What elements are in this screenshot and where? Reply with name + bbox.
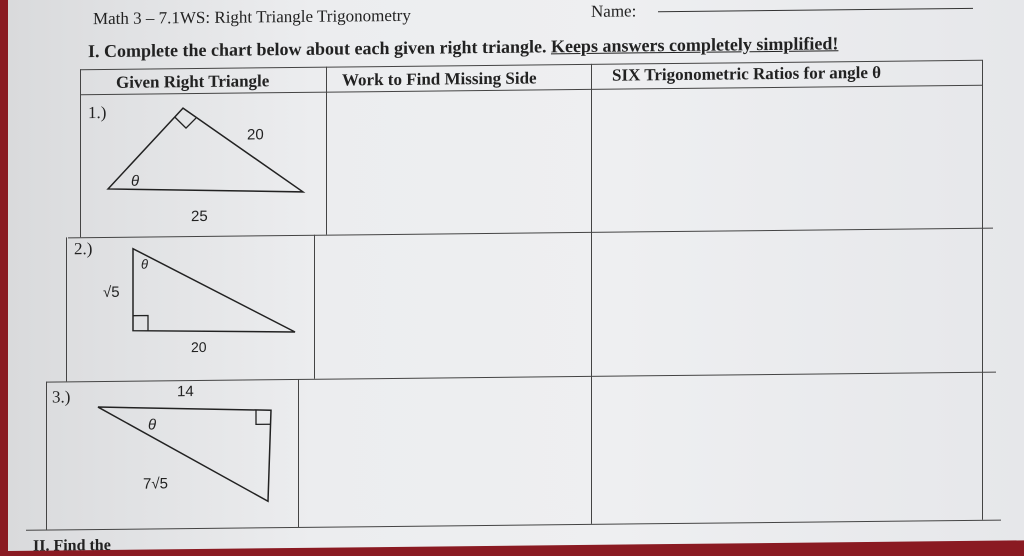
left-border-r3: [46, 382, 47, 530]
triangle-3-shape: [98, 405, 271, 503]
triangle-2-right-angle-mark: [133, 316, 148, 331]
triangle-2-shape: [133, 247, 295, 334]
triangle-1-right-angle-mark: [175, 117, 196, 128]
name-label: Name:: [591, 1, 637, 21]
triangle-1-label-b: 25: [191, 207, 208, 226]
row1-border: [68, 228, 993, 239]
triangle-3-angle-label: θ: [148, 416, 157, 434]
problem-1-number: 1.): [88, 102, 107, 123]
col-divider-1c: [298, 379, 299, 527]
problem-3-number: 3.): [52, 387, 71, 407]
triangle-3-label-a: 14: [177, 383, 194, 401]
column-header-work: Work to Find Missing Side: [342, 68, 537, 90]
worksheet-title: Math 3 – 7.1WS: Right Triangle Trigonometry: [93, 5, 411, 29]
triangle-2-label-b: 20: [191, 338, 207, 356]
name-blank[interactable]: [658, 8, 973, 12]
triangle-2-angle-label: θ: [141, 256, 149, 272]
triangle-3-right-angle-mark: [256, 410, 271, 424]
column-header-ratios: SIX Trigonometric Ratios for angle θ: [612, 62, 882, 85]
instructions-part: I. Complete the chart below about each given right triangle.: [88, 36, 547, 62]
triangle-1-figure: [103, 107, 313, 229]
left-border-r2: [66, 237, 67, 381]
triangle-1-angle-label: θ: [131, 172, 140, 190]
col-divider-1a: [326, 67, 327, 235]
next-section-heading: II. Find the: [33, 536, 111, 555]
right-border: [982, 60, 983, 520]
triangle-2-label-a: √5: [103, 283, 120, 302]
triangle-2-figure: [103, 247, 313, 359]
instructions-emphasis: Keeps answers completely simplified!: [550, 33, 839, 57]
triangle-3-figure: [93, 381, 293, 513]
row2-border: [46, 372, 996, 383]
triangle-1-label-a: 20: [247, 126, 264, 144]
triangle-3-label-b: 7√5: [143, 475, 168, 493]
col-divider-2: [591, 64, 592, 524]
instructions: [88, 33, 838, 62]
col-divider-1b: [314, 235, 315, 379]
left-border-r1: [80, 69, 81, 237]
row3-border: [26, 520, 1001, 531]
column-header-triangle: Given Right Triangle: [116, 71, 270, 92]
worksheet-page: [8, 0, 1024, 555]
problem-2-number: 2.): [74, 239, 93, 259]
